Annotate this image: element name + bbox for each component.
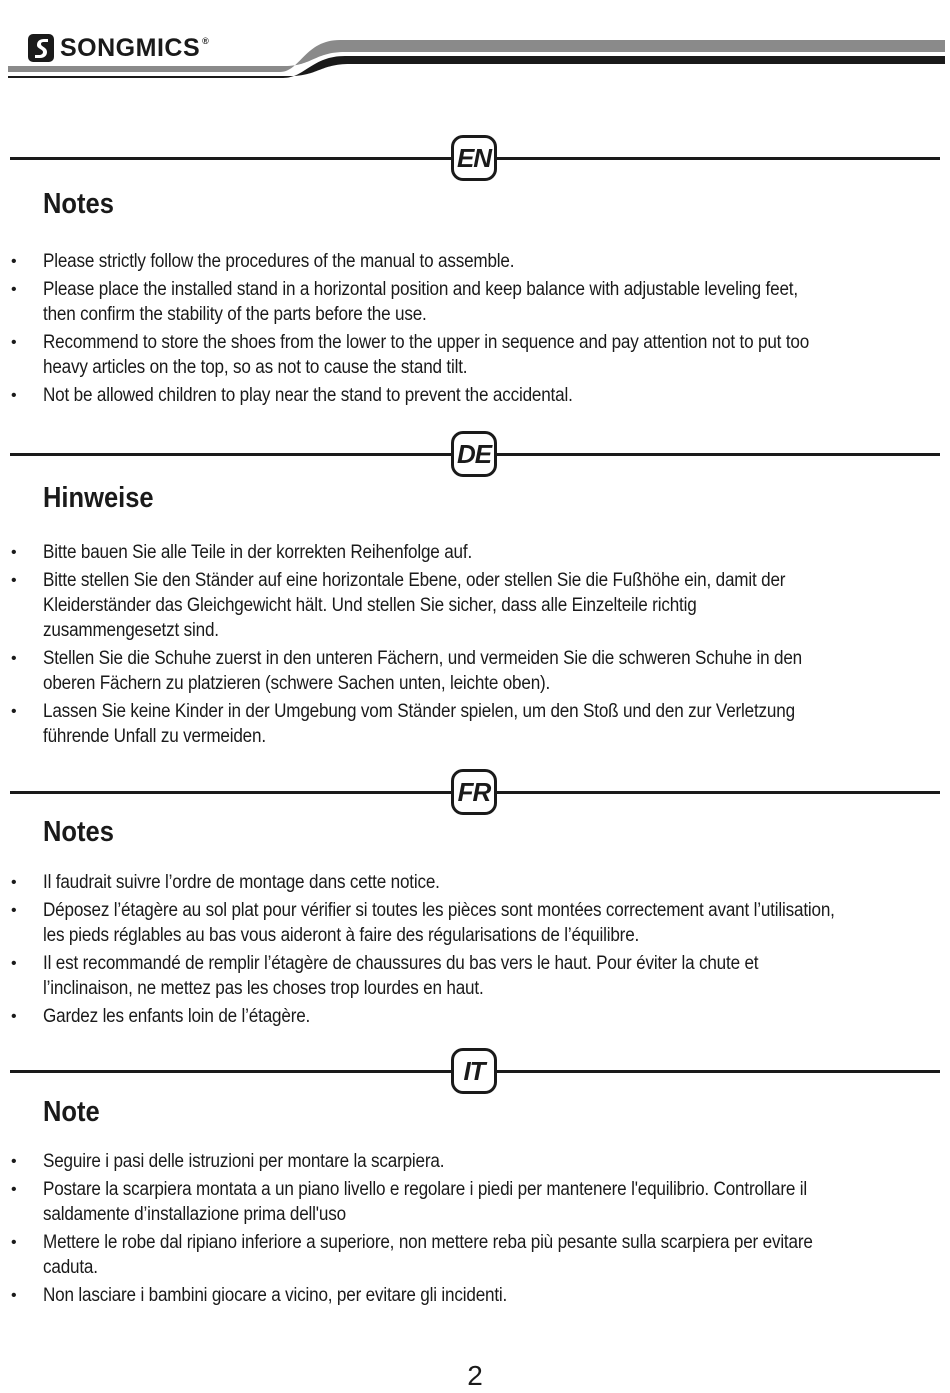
section-title: Note xyxy=(43,1096,100,1128)
registered-mark: ® xyxy=(202,36,209,46)
notes-list xyxy=(0,1149,930,1311)
section-title: Notes xyxy=(43,188,114,220)
list-item: • Déposez l’étagère au sol plat pour vérifier si toutes les pièces sont montées correctement avant l’utilisation, les pieds réglables au bas vous aideront à faire des régularisations de l’équilibre. xyxy=(0,898,930,948)
language-badge-fr: FR xyxy=(451,769,497,815)
list-item: • Stellen Sie die Schuhe zuerst in den unteren Fächern, und vermeiden Sie die schweren Schuhe in den oberen Fächern zu platzieren (schwere Sachen unten, leichte oben). xyxy=(0,646,930,696)
list-item: • Mettere le robe dal ripiano inferiore a superiore, non mettere reba più pesante sulla scarpiera per evitare caduta. xyxy=(0,1230,930,1280)
list-item: • Non lasciare i bambini giocare a vicino, per evitare gli incidenti. xyxy=(0,1283,930,1308)
language-badge-en: EN xyxy=(451,135,497,181)
list-item: • Please place the installed stand in a horizontal position and keep balance with adjustable leveling feet, then confirm the stability of the parts before the use. xyxy=(0,277,930,327)
notes-list xyxy=(0,540,930,752)
language-badge-it: IT xyxy=(451,1048,497,1094)
notes-list xyxy=(0,870,930,1032)
list-item: • Il faudrait suivre l’ordre de montage dans cette notice. xyxy=(0,870,930,895)
list-item: • Bitte bauen Sie alle Teile in der korrekten Reihenfolge auf. xyxy=(0,540,930,565)
list-item: • Seguire i pasi delle istruzioni per montare la scarpiera. xyxy=(0,1149,930,1174)
list-item: • Please strictly follow the procedures of the manual to assemble. xyxy=(0,249,930,274)
language-badge-de: DE xyxy=(451,431,497,477)
section-title: Hinweise xyxy=(43,482,154,514)
list-item: • Gardez les enfants loin de l’étagère. xyxy=(0,1004,930,1029)
list-item: • Recommend to store the shoes from the lower to the upper in sequence and pay attention not to put too heavy articles on the top, so as not to cause the stand tilt. xyxy=(0,330,930,380)
brand-name: SONGMICS xyxy=(60,33,201,62)
songmics-logo-icon xyxy=(28,34,54,62)
list-item: • Postare la scarpiera montata a un piano livello e regolare i piedi per mantenere l'equilibrio. Controllare il saldamente d’installazione prima dell'uso xyxy=(0,1177,930,1227)
list-item: • Lassen Sie keine Kinder in der Umgebung vom Ständer spielen, um den Stoß und den zur Verletzung führende Unfall zu vermeiden. xyxy=(0,699,930,749)
notes-list xyxy=(0,249,930,411)
list-item: • Bitte stellen Sie den Ständer auf eine horizontale Ebene, oder stellen Sie die Fußhöhe ein, damit der Kleiderständer das Gleichgewicht hält. Und stellen Sie sicher, dass alle Einzelteile richtig zusammengesetzt sind. xyxy=(0,568,930,643)
list-item: • Il est recommandé de remplir l’étagère de chaussures du bas vers le haut. Pour éviter la chute et l’inclinaison, ne mettez pas les choses trop lourdes en haut. xyxy=(0,951,930,1001)
section-title: Notes xyxy=(43,816,114,848)
brand-logo xyxy=(28,34,209,62)
page-header xyxy=(0,0,950,90)
page-number: 2 xyxy=(467,1360,483,1391)
list-item: • Not be allowed children to play near the stand to prevent the accidental. xyxy=(0,383,930,408)
